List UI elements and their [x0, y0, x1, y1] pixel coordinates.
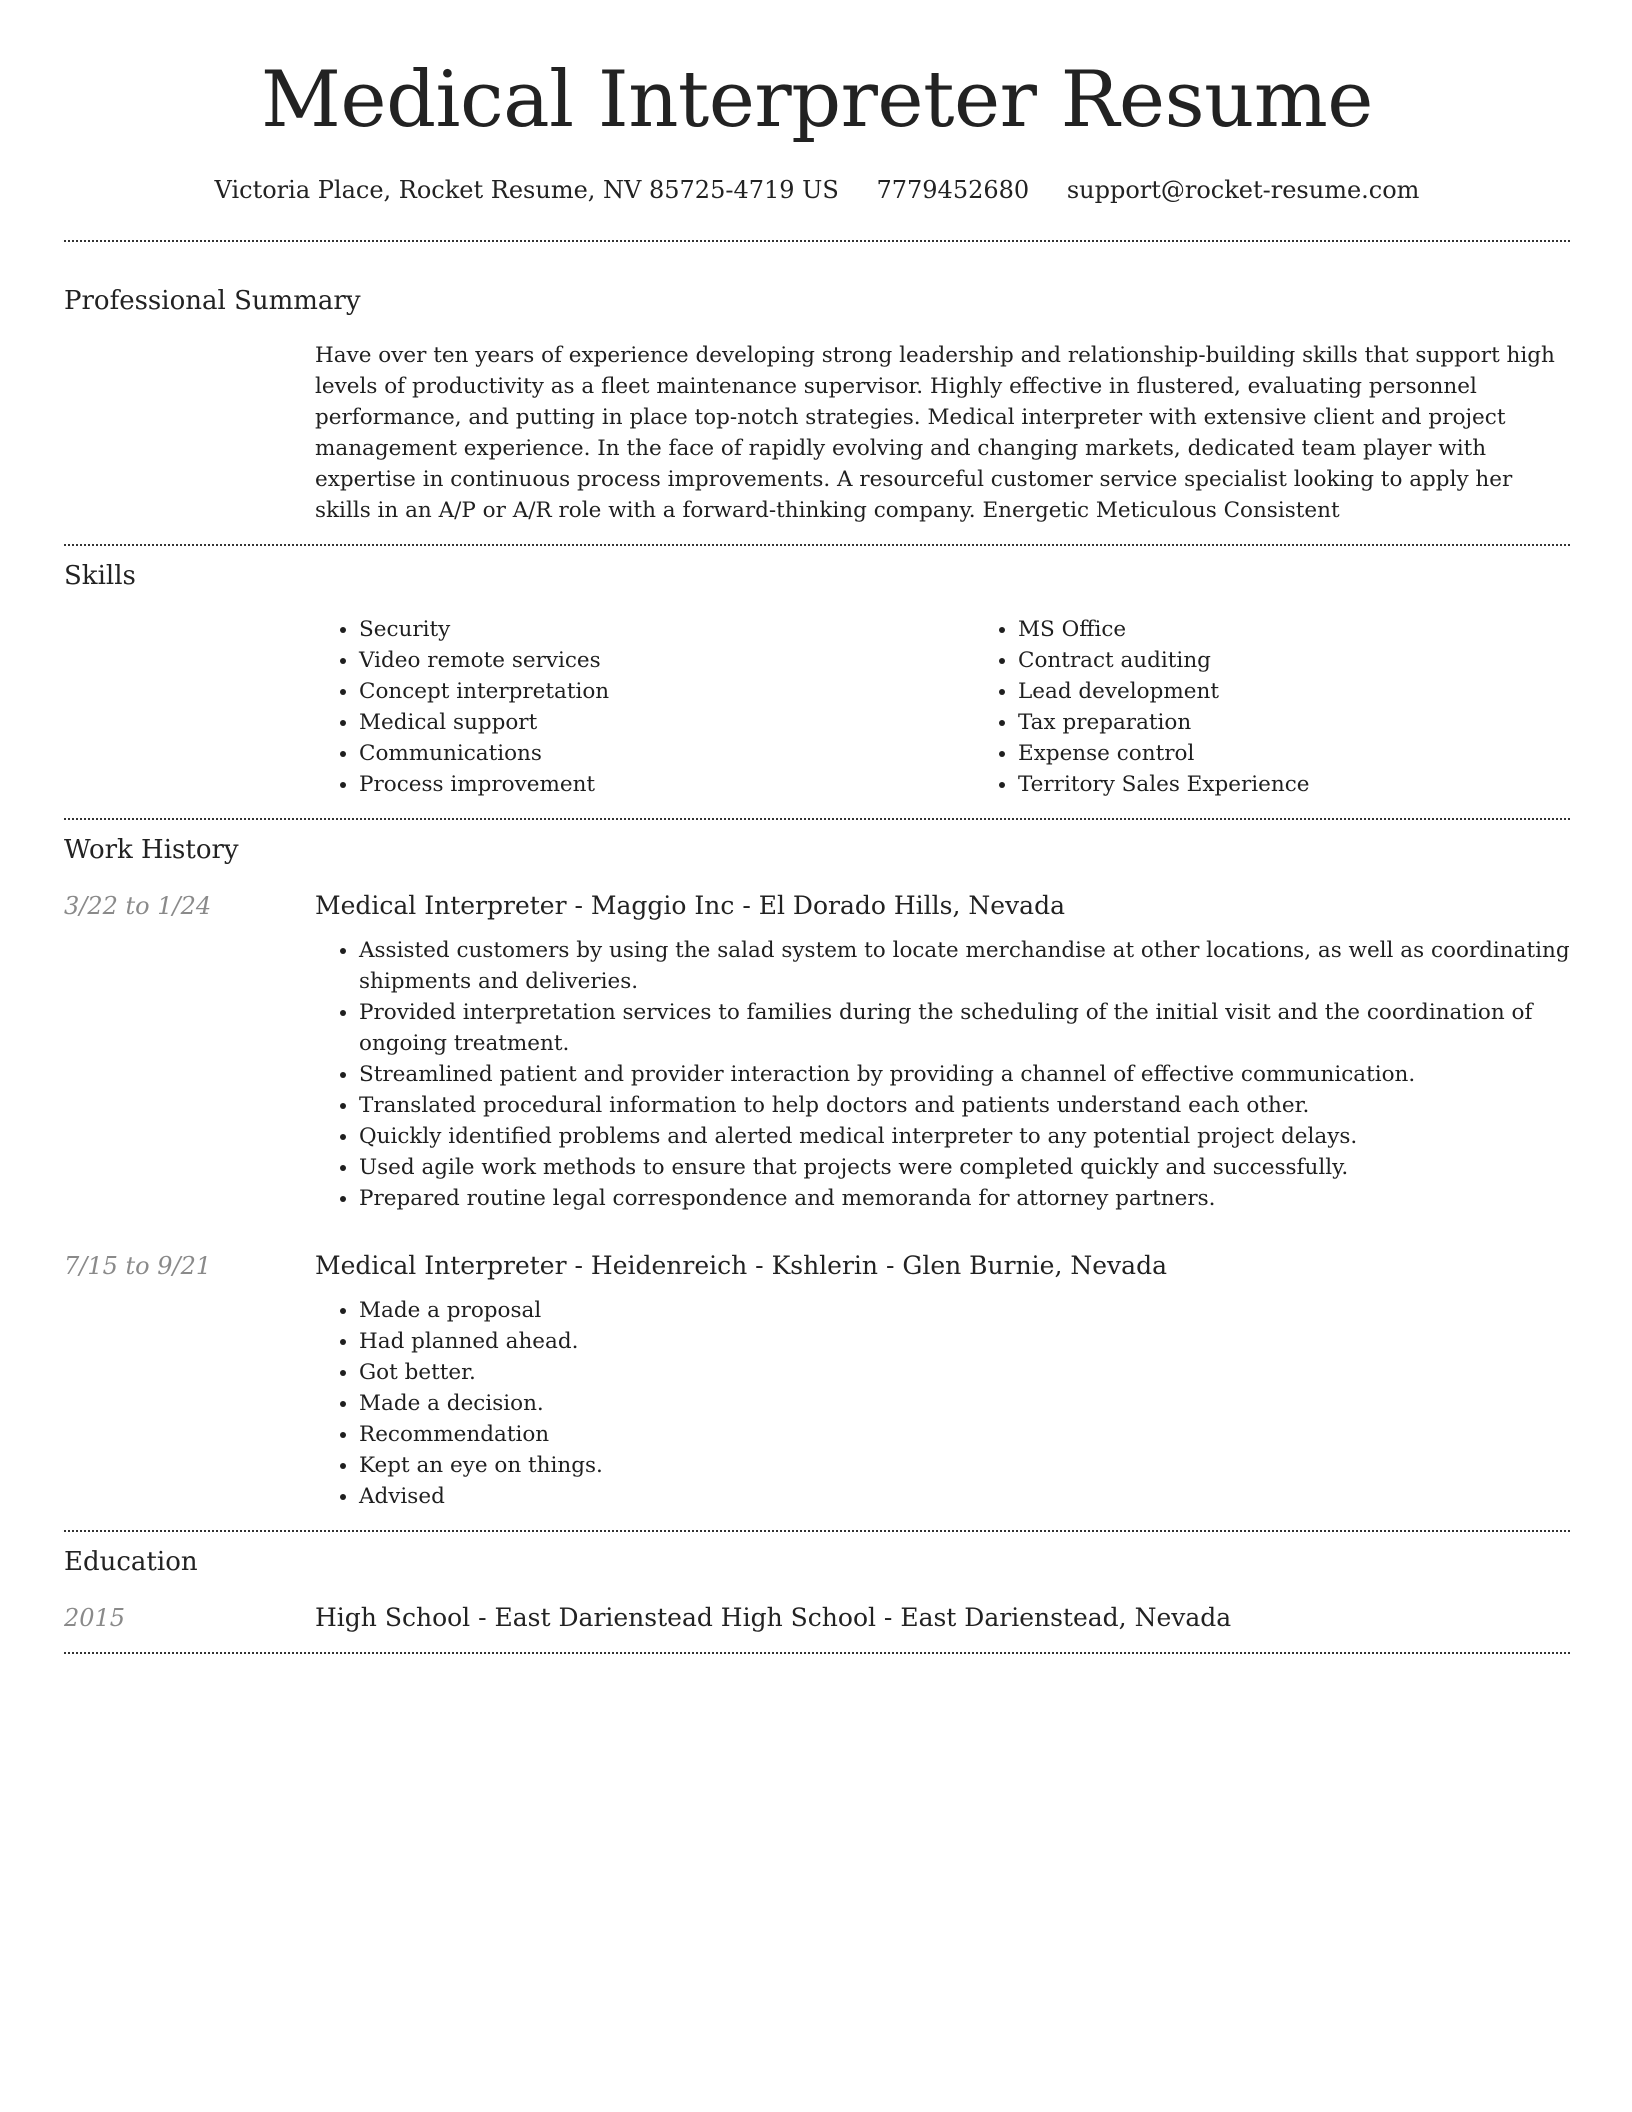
job-dates: 3/22 to 1/24: [64, 892, 212, 920]
skill-item: • Concept interpretation: [359, 676, 974, 707]
education-heading: Education: [64, 1547, 198, 1577]
contact-line: [64, 170, 1570, 210]
education-entry: [64, 1600, 1570, 1636]
skill-item: • Process improvement: [359, 769, 974, 800]
contact-address: Victoria Place, Rocket Resume, NV 85725-4719 US: [214, 176, 839, 204]
skill-item: • Tax preparation: [1018, 707, 1632, 738]
summary-heading: Professional Summary: [64, 286, 361, 316]
skills-section: [64, 546, 1570, 800]
resume-title: Medical Interpreter Resume: [261, 55, 1373, 145]
job-bullet: • Quickly identified problems and alerted medical interpreter to any potential project delays.: [359, 1121, 1570, 1152]
job-bullet: • Provided interpretation services to families during the scheduling of the initial visit and the coordination of ongoing treatment.: [359, 997, 1570, 1059]
skill-item: • MS Office: [1018, 614, 1632, 645]
skill-item: • Video remote services: [359, 645, 974, 676]
job-header: Medical Interpreter - Heidenreich - Kshlerin - Glen Burnie, Nevada: [315, 1251, 1167, 1280]
job-bullet: • Made a decision.: [359, 1388, 1570, 1419]
summary-section: [64, 242, 1570, 526]
contact-email: support@rocket-resume.com: [1066, 176, 1420, 204]
education-section: [64, 1532, 1570, 1636]
divider: [64, 1652, 1570, 1654]
job-bullet: • Assisted customers by using the salad system to locate merchandise at other locations, as well as coordinating shipments and deliveries.: [359, 935, 1570, 997]
job-bullets: [315, 1295, 1570, 1512]
skill-item: • Communications: [359, 738, 974, 769]
job-entry: [64, 888, 1570, 1214]
job-bullet: • Used agile work methods to ensure that projects were completed quickly and successfully.: [359, 1152, 1570, 1183]
job-bullets: [315, 935, 1570, 1214]
skill-item: • Medical support: [359, 707, 974, 738]
job-bullet: • Had planned ahead.: [359, 1326, 1570, 1357]
job-bullet: • Recommendation: [359, 1419, 1570, 1450]
job-bullet: • Prepared routine legal correspondence and memoranda for attorney partners.: [359, 1183, 1570, 1214]
education-header: High School - East Darienstead High School - East Darienstead, Nevada: [315, 1603, 1232, 1632]
job-bullet: • Got better.: [359, 1357, 1570, 1388]
work-history-section: [64, 820, 1570, 1512]
job-dates: 7/15 to 9/21: [64, 1252, 212, 1280]
job-bullet: • Kept an eye on things.: [359, 1450, 1570, 1481]
job-bullet: • Translated procedural information to help doctors and patients understand each other.: [359, 1090, 1570, 1121]
skills-heading: Skills: [64, 561, 136, 591]
job-entry: [64, 1248, 1570, 1512]
skills-list-left: [315, 614, 974, 800]
resume-page: [64, 0, 1570, 1654]
contact-phone: 7779452680: [876, 176, 1030, 204]
job-header: Medical Interpreter - Maggio Inc - El Dorado Hills, Nevada: [315, 891, 1065, 920]
skill-item: • Lead development: [1018, 676, 1632, 707]
skill-item: • Territory Sales Experience: [1018, 769, 1632, 800]
work-history-heading: Work History: [64, 835, 239, 865]
job-bullet: • Streamlined patient and provider interaction by providing a channel of effective communication.: [359, 1059, 1570, 1090]
skill-item: • Security: [359, 614, 974, 645]
skill-item: • Contract auditing: [1018, 645, 1632, 676]
skill-item: • Expense control: [1018, 738, 1632, 769]
summary-text: Have over ten years of experience developing strong leadership and relationship-building skills that support high levels of productivity as a fleet maintenance supervisor. Highly effective in flustered, evaluating personnel performance, and putting in place top-notch strategies. Medical interpreter with extensive client and project management experience. In the face of rapidly evolving and changing markets, dedicated team player with expertise in continuous process improvements. A resourceful customer service specialist looking to apply her skills in an A/P or A/R role with a forward-thinking company. Energetic Meticulous Consistent: [315, 343, 1555, 523]
education-date: 2015: [64, 1604, 126, 1632]
skills-list-right: [974, 614, 1632, 800]
job-bullet: • Advised: [359, 1481, 1570, 1512]
job-bullet: • Made a proposal: [359, 1295, 1570, 1326]
